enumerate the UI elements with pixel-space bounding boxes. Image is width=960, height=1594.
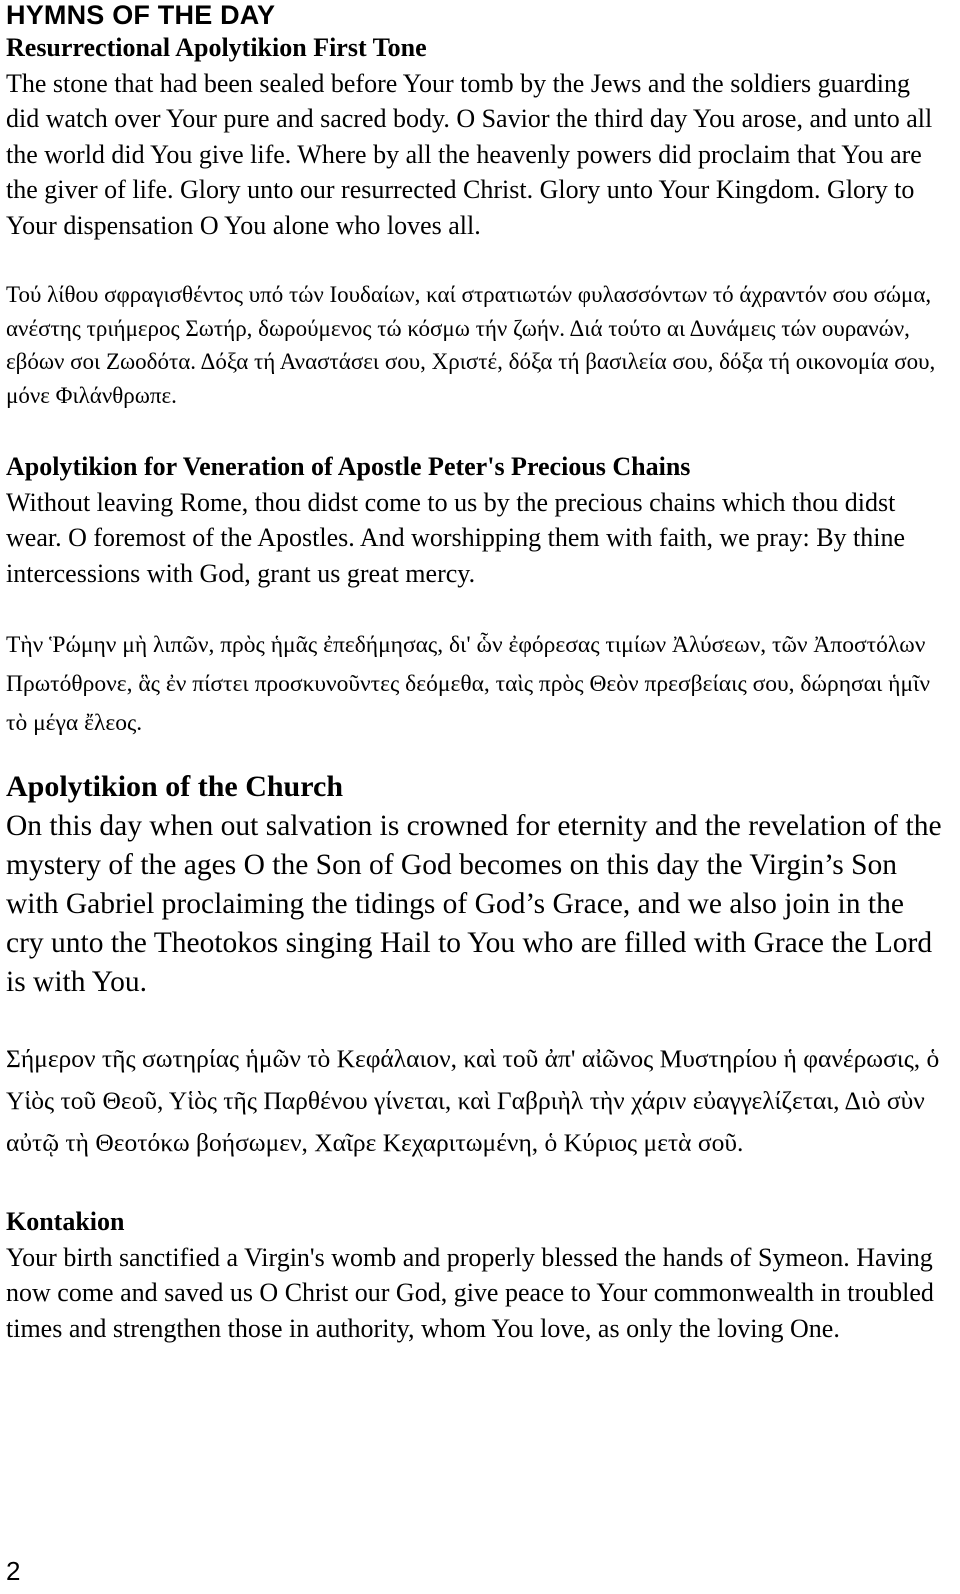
section-resurrectional-apolytikion xyxy=(6,30,946,412)
section-apolytikion-church xyxy=(6,767,946,1164)
greek-text: Σήμερον τῆς σωτηρίας ἡμῶν τὸ Κεφάλαιον, καὶ τοῦ ἀπ' αἰῶνος Μυστηρίου ἡ φανέρωσις, ὁ Υἱὸς τοῦ Θεοῦ, Υἱὸς τῆς Παρθένου γίνεται, καὶ Γαβριὴλ τὴν χάριν εὐαγγελίζεται, Διὸ σὺν αὐτῷ τὴ Θεοτόκω βοήσωμεν, Χαῖρε Κεχαριτωμένη, ὁ Κύριος μετὰ σοῦ. xyxy=(6,1044,940,1157)
page-number: 2 xyxy=(6,1556,21,1586)
section-apostle-peter-chains xyxy=(6,449,946,743)
greek-text: Τού λίθου σφραγισθέντος υπό τών Ιουδαίων, καί στρατιωτών φυλασσόντων τό άχραντόν σου σώμα, ανέστης τριήμερος Σωτήρ, δωρούμενος τώ κόσμω τήν ζωήν. Διά τούτο αι Δυνάμεις τών ουρανών, εβόων σοι Ζωοδότα. Δόξα τή Αναστάσει σου, Χριστέ, δόξα τή βασιλεία σου, δόξα τή οικονομία σου, μόνε Φιλάνθρωπε. xyxy=(6,282,936,408)
section-heading: Apolytikion of the Church xyxy=(6,770,344,803)
greek-text: Τὴν Ῥώμην μὴ λιπῶν, πρὸς ἡμᾶς ἐπεδήμησας, δι' ὧν ἐφόρεσας τιμίων Ἀλύσεων, τῶν Ἀποστόλων Πρωτόθρονε, ἃς ἐν πίστει προσκυνοῦντες δεόμεθα, ταὶς πρὸς Θεὸν πρεσβείαις σου, δώρησαι ἡμῖν τὸ μέγα ἔλεος. xyxy=(6,632,930,736)
document-page xyxy=(6,0,946,1346)
english-text: On this day when out salvation is crowned for eternity and the revelation of the mystery of the ages O the Son of God becomes on this day the Virgin’s Son with Gabriel proclaiming the tidings of God’s Grace, and we also join in the cry unto the Theotokos singing Hail to You who are filled with Grace the Lord is with You. xyxy=(6,810,942,998)
english-text: The stone that had been sealed before Your tomb by the Jews and the soldiers guarding did watch over Your pure and sacred body. O Savior the third day You arose, and unto all the world did You give life. Where by all the heavenly powers did proclaim that You are the giver of life. Glory unto our resurrected Christ. Glory unto Your Kingdom. Glory to Your dispensation O You alone who loves all. xyxy=(6,68,933,240)
page-title: HYMNS OF THE DAY xyxy=(6,0,276,30)
english-text: Without leaving Rome, thou didst come to us by the precious chains which thou didst wear. O foremost of the Apostles. And worshipping them with faith, we pray: By thine intercessions with God, grant us great mercy. xyxy=(6,487,906,588)
section-heading: Kontakion xyxy=(6,1207,125,1236)
section-heading: Apolytikion for Veneration of Apostle Peter's Precious Chains xyxy=(6,452,691,481)
english-text: Your birth sanctified a Virgin's womb and properly blessed the hands of Symeon. Having now come and saved us O Christ our God, give peace to Your commonwealth in troubled times and strengthen those in authority, whom You love, as only the loving One. xyxy=(6,1242,934,1343)
section-kontakion xyxy=(6,1204,946,1346)
section-heading: Resurrectional Apolytikion First Tone xyxy=(6,33,427,62)
